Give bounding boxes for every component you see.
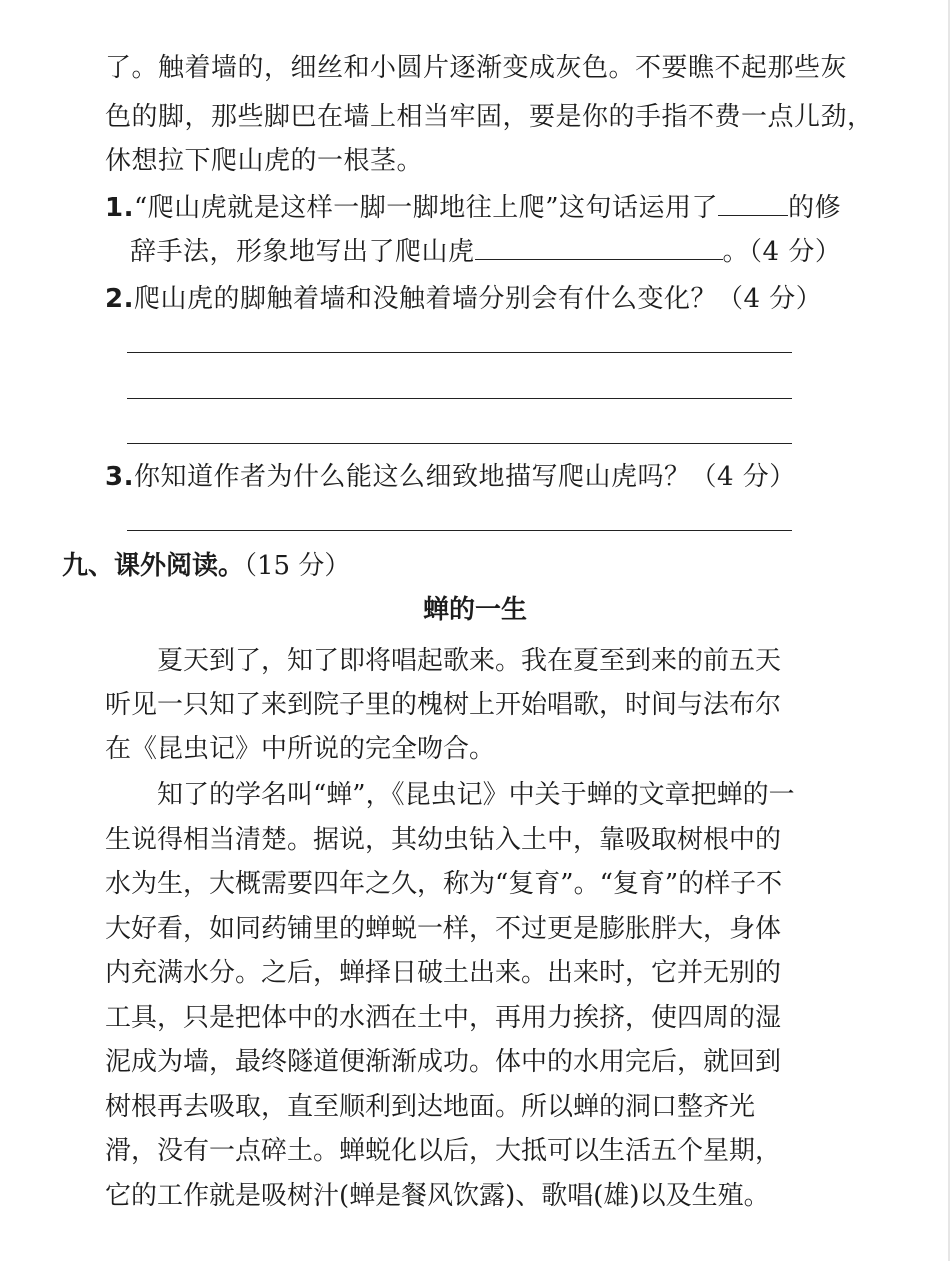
question-3: [105, 457, 796, 497]
question-1-blank-description[interactable]: [475, 233, 723, 260]
article-title: 蝉的一生: [422, 595, 527, 625]
article-paragraph-2: 知了的学名叫“蝉”，《昆虫记》中关于蝉的文章把蝉的一生说得相当清楚。据说，其幼虫钻入土中，靠吸取树根中的水为生，大概需要四年之久，称为“复育”。“复育”的样子不大好看，如同药铺里的蝉蜕一样，不过更是膨胀胖大，身体内充满水分。之后，蝉择日破土出来。出来时，它并无别的工具，只是把体中的水洒在土中，再用力挨挤，使四周的湿泥成为墙，最终隧道便渐渐成功。体中的水用完后，就回到树根再去吸取，直至顺利到达地面。所以蝉的洞口整齐光滑，没有一点碎土。蝉蜕化以后，大抵可以生活五个星期，它的工作就是吸树汁(蝉是餐风饮露)、歌唱(雄)以及生殖。: [105, 780, 795, 1211]
question-1-text-c: 辞手法，形象地写出了爬山虎: [130, 237, 475, 267]
passage-line-1: 了。触着墙的，细丝和小圆片逐渐变成灰色。不要瞧不起那些灰: [105, 53, 848, 83]
question-3-text: 你知道作者为什么能这么细致地描写爬山虎吗？（4 分）: [133, 462, 796, 492]
question-2-answer-line-1[interactable]: [127, 352, 792, 353]
question-1: [105, 188, 841, 228]
question-1-text-a: “爬山虎就是这样一脚一脚地往上爬”这句话运用了: [133, 193, 719, 223]
passage-line-3: 休想拉下爬山虎的一根茎。: [105, 146, 424, 176]
question-1-blank-rhetoric[interactable]: [718, 189, 788, 216]
section-heading: [62, 546, 350, 586]
passage-line-2: 色的脚，那些脚巴在墙上相当牢固，要是你的手指不费一点儿劲，: [105, 102, 874, 132]
question-1-text-b: 的修: [788, 193, 842, 223]
question-3-number: 3.: [105, 462, 134, 492]
question-1-text-d: 。（4 分）: [722, 237, 842, 267]
question-2-number: 2.: [105, 284, 134, 314]
question-1-number: 1.: [105, 193, 134, 223]
question-1-cont: [130, 232, 841, 272]
question-3-answer-line[interactable]: [127, 530, 792, 531]
section-points: （15 分）: [244, 551, 351, 581]
question-2-answer-line-2[interactable]: [127, 398, 792, 399]
article-paragraph-1: 夏天到了，知了即将唱起歌来。我在夏至到来的前五天听见一只知了来到院子里的槐树上开始唱歌，时间与法布尔在《昆虫记》中所说的完全吻合。: [105, 646, 782, 764]
question-2-answer-line-3[interactable]: [127, 443, 792, 444]
question-2: [105, 279, 822, 319]
question-2-text: 爬山虎的脚触着墙和没触着墙分别会有什么变化？（4 分）: [133, 284, 823, 314]
section-heading-text: 九、课外阅读。: [62, 551, 245, 581]
